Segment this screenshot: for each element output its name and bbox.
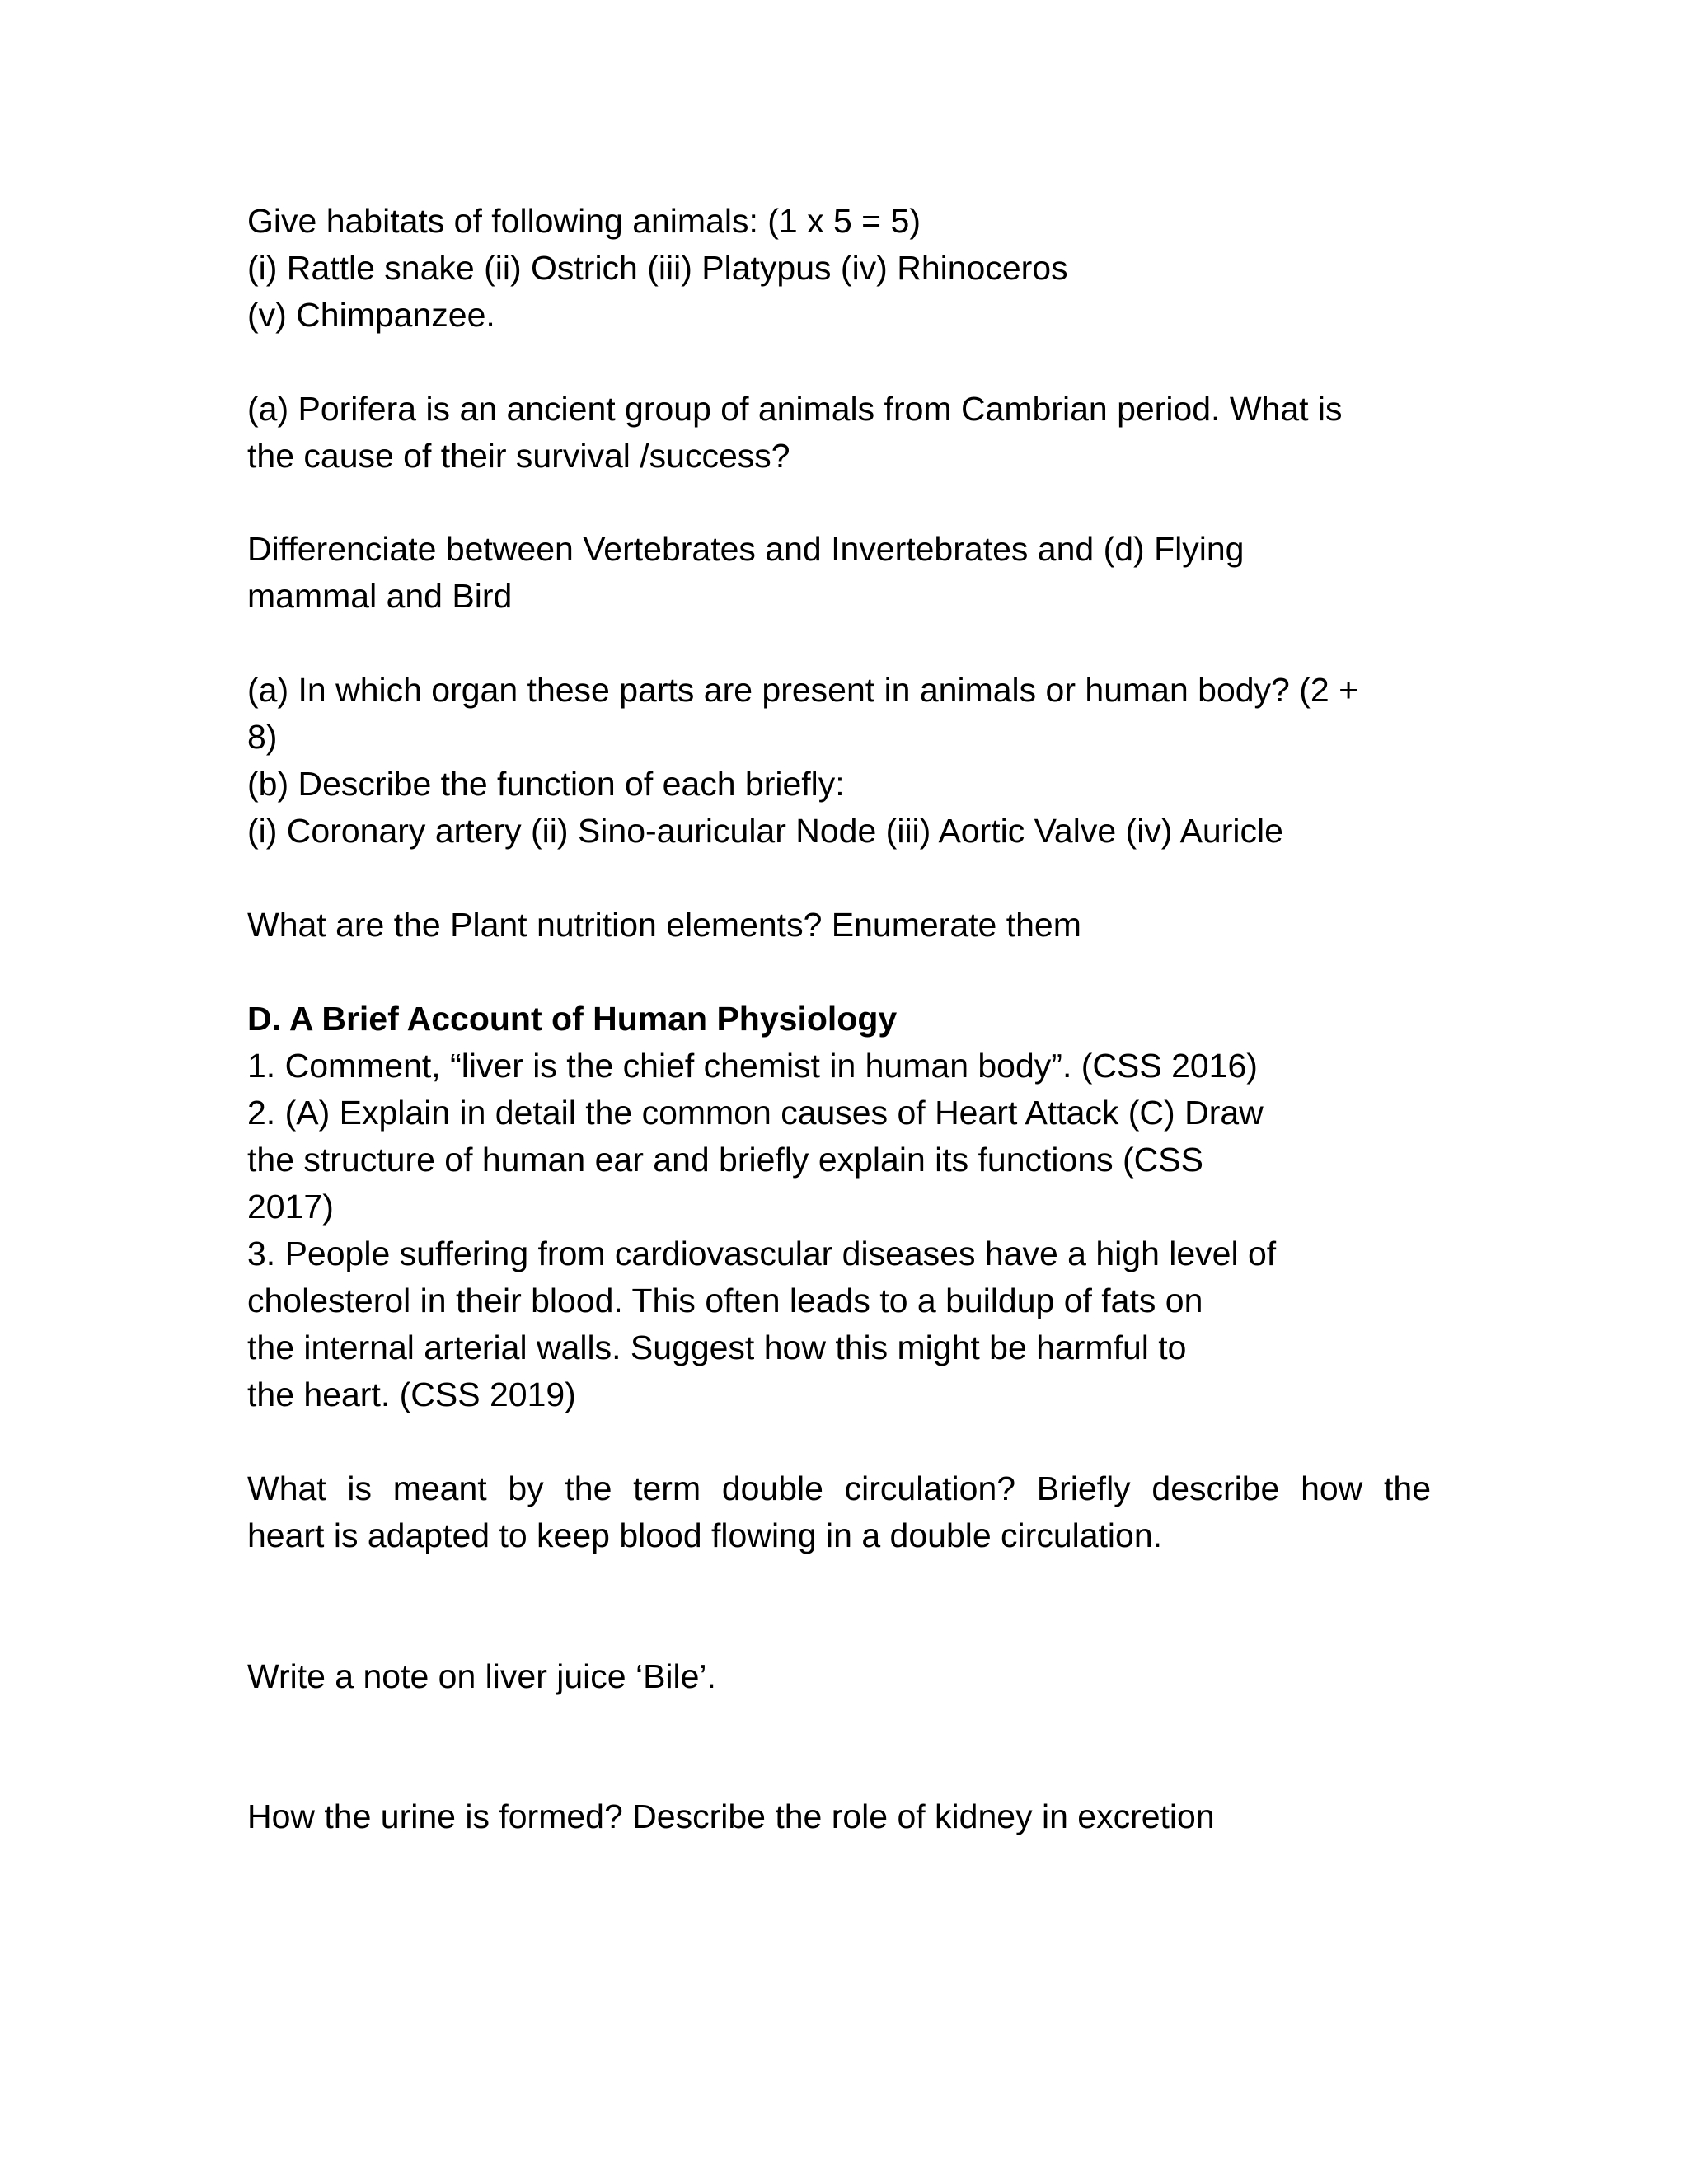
question-organ-line-3: (b) Describe the function of each briefly: — [247, 765, 845, 803]
question-bile: Write a note on liver juice ‘Bile’. — [247, 1657, 716, 1695]
question-plant-nutrition: What are the Plant nutrition elements? Enumerate them — [247, 906, 1081, 944]
section-heading: D. A Brief Account of Human Physiology — [247, 1000, 898, 1038]
question-double-circulation-line-1: What is meant by the term double circulation? Briefly describe how the — [247, 1469, 1431, 1507]
question-double-circulation-line-2: heart is adapted to keep blood flowing in a double circulation. — [247, 1516, 1163, 1554]
question-porifera-line-2: the cause of their survival /success? — [247, 437, 790, 475]
section-d-line-7: the internal arterial walls. Suggest how this might be harmful to — [247, 1329, 1187, 1366]
section-d-line-6: cholesterol in their blood. This often leads to a buildup of fats on — [247, 1282, 1203, 1319]
question-porifera-line-1: (a) Porifera is an ancient group of animals from Cambrian period. What is — [247, 390, 1343, 428]
question-vertebrates-line-1: Differenciate between Vertebrates and Invertebrates and (d) Flying — [247, 530, 1245, 568]
section-d-line-8: the heart. (CSS 2019) — [247, 1376, 576, 1413]
question-organ-line-4: (i) Coronary artery (ii) Sino-auricular Node (iii) Aortic Valve (iv) Auricle — [247, 812, 1283, 850]
question-vertebrates-line-2: mammal and Bird — [247, 577, 513, 615]
question-urine: How the urine is formed? Describe the role of kidney in excretion — [247, 1797, 1215, 1835]
section-d-line-2: 2. (A) Explain in detail the common causes of Heart Attack (C) Draw — [247, 1094, 1264, 1132]
question-habitats-line-1: Give habitats of following animals: (1 x 5 = 5) — [247, 202, 921, 240]
section-d-line-1: 1. Comment, “liver is the chief chemist in human body”. (CSS 2016) — [247, 1047, 1258, 1085]
section-d-line-4: 2017) — [247, 1188, 334, 1226]
question-habitats-line-3: (v) Chimpanzee. — [247, 296, 495, 334]
question-organ-line-2: 8) — [247, 718, 278, 756]
question-organ-line-1: (a) In which organ these parts are present in animals or human body? (2 + — [247, 671, 1359, 709]
section-d-line-3: the structure of human ear and briefly explain its functions (CSS — [247, 1141, 1203, 1179]
question-habitats-line-2: (i) Rattle snake (ii) Ostrich (iii) Platypus (iv) Rhinoceros — [247, 249, 1068, 287]
section-d-line-5: 3. People suffering from cardiovascular diseases have a high level of — [247, 1235, 1277, 1272]
